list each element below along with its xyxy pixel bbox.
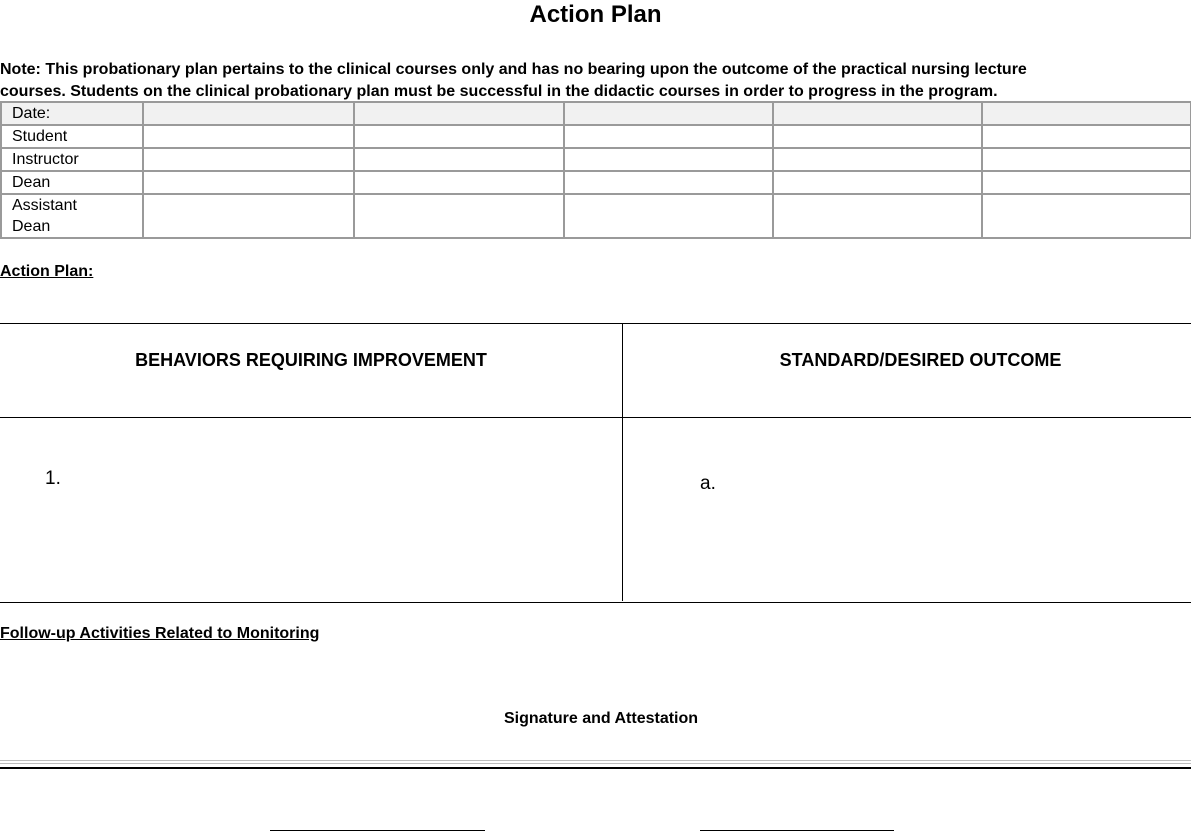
behavior-item[interactable]: 1.	[45, 468, 61, 489]
date-cell[interactable]	[982, 102, 1191, 125]
assistant-dean-cell[interactable]	[354, 194, 564, 238]
signature-line[interactable]	[270, 830, 485, 831]
dean-cell[interactable]	[773, 171, 982, 194]
signature-log-table	[0, 101, 1191, 239]
row-label-line-2: Dean	[12, 218, 51, 235]
row-label-line-1: Assistant	[12, 197, 77, 214]
dean-cell[interactable]	[354, 171, 564, 194]
divider-thin-line	[0, 760, 1191, 761]
student-cell[interactable]	[354, 125, 564, 148]
instructor-cell[interactable]	[143, 148, 354, 171]
probation-note	[0, 59, 1191, 103]
date-cell[interactable]	[354, 102, 564, 125]
student-cell[interactable]	[982, 125, 1191, 148]
behaviors-outcome-table	[0, 323, 1191, 603]
divider-thin-line	[0, 763, 1191, 764]
instructor-cell[interactable]	[564, 148, 773, 171]
table-row-instructor	[1, 148, 1191, 171]
note-line-2: courses. Students on the clinical probationary plan must be successful in the didactic courses in order to progress in the program.	[0, 83, 998, 100]
student-cell[interactable]	[773, 125, 982, 148]
note-line-1: Note: This probationary plan pertains to the clinical courses only and has no bearing upon the outcome of the practical nursing lecture	[0, 61, 1027, 78]
assistant-dean-cell[interactable]	[564, 194, 773, 238]
dean-cell[interactable]	[564, 171, 773, 194]
table-row-date	[1, 102, 1191, 125]
header-divider	[0, 417, 1191, 418]
row-label-dean: Dean	[1, 171, 143, 194]
instructor-cell[interactable]	[773, 148, 982, 171]
attestation-heading: Signature and Attestation	[503, 710, 699, 727]
date-cell[interactable]	[564, 102, 773, 125]
row-label-instructor: Instructor	[1, 148, 143, 171]
table-row-student	[1, 125, 1191, 148]
instructor-cell[interactable]	[982, 148, 1191, 171]
date-cell[interactable]	[143, 102, 354, 125]
student-cell[interactable]	[143, 125, 354, 148]
table-row-dean	[1, 171, 1191, 194]
student-cell[interactable]	[564, 125, 773, 148]
behaviors-column-header: BEHAVIORS REQUIRING IMPROVEMENT	[135, 350, 487, 370]
dean-cell[interactable]	[982, 171, 1191, 194]
signature-line[interactable]	[700, 830, 894, 831]
dean-cell[interactable]	[143, 171, 354, 194]
row-label-student: Student	[1, 125, 143, 148]
row-label-date: Date:	[1, 102, 143, 125]
date-cell[interactable]	[773, 102, 982, 125]
outcome-column-header: STANDARD/DESIRED OUTCOME	[779, 350, 1062, 370]
divider-thick-line	[0, 767, 1191, 769]
action-plan-heading: Action Plan:	[0, 263, 94, 280]
section-divider	[0, 760, 1191, 769]
followup-heading: Follow-up Activities Related to Monitoring	[0, 625, 320, 642]
row-label-assistant-dean	[1, 194, 143, 238]
instructor-cell[interactable]	[354, 148, 564, 171]
outcome-item[interactable]: a.	[700, 473, 716, 494]
assistant-dean-cell[interactable]	[143, 194, 354, 238]
assistant-dean-cell[interactable]	[773, 194, 982, 238]
table-row-assistant-dean	[1, 194, 1191, 238]
assistant-dean-cell[interactable]	[982, 194, 1191, 238]
page-title: Action Plan	[529, 1, 662, 28]
